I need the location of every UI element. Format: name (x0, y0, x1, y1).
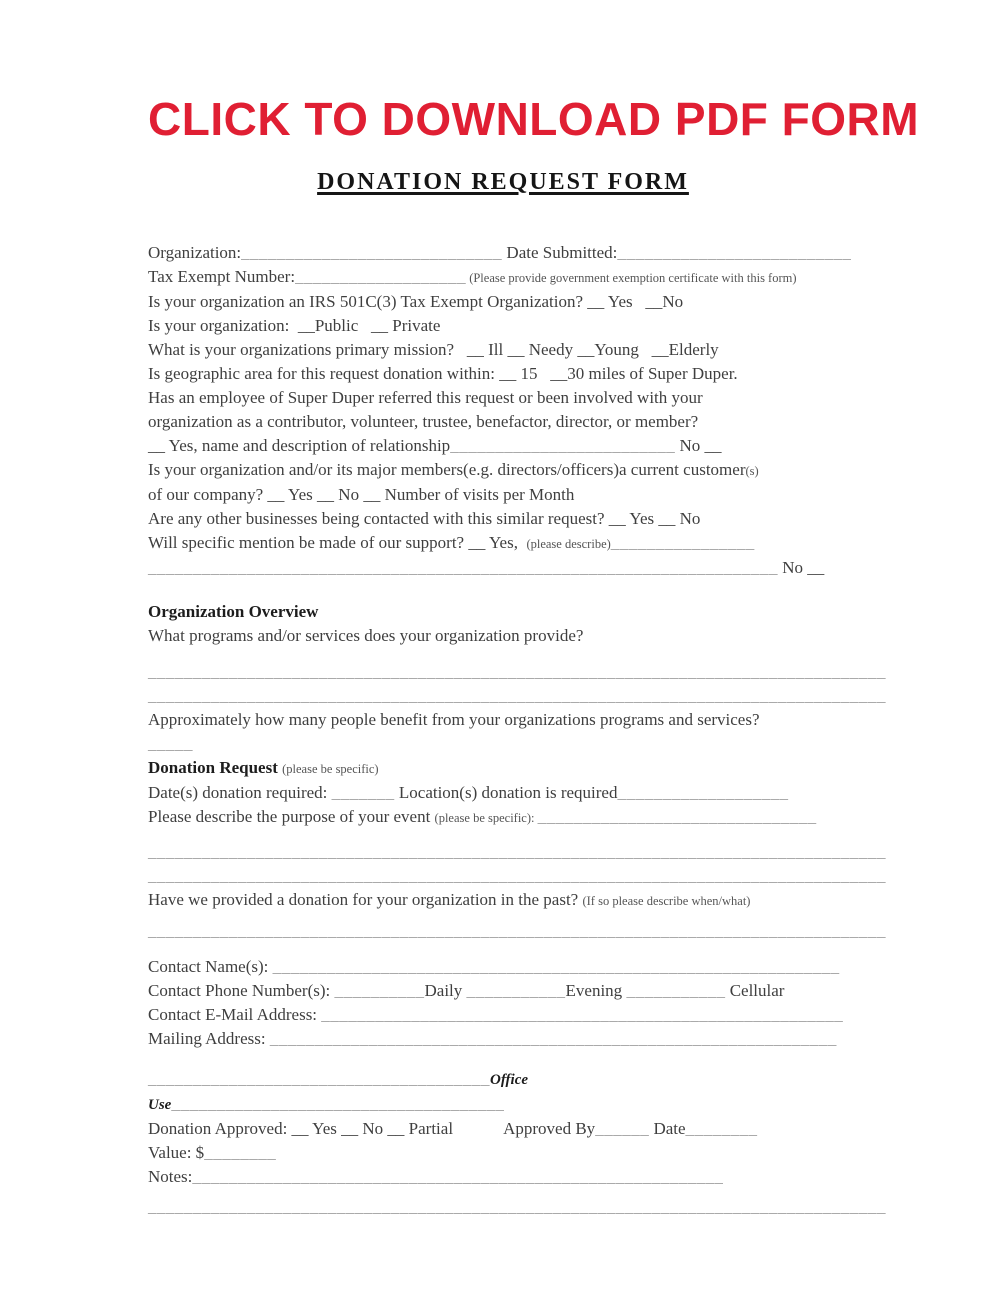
contact-email-line (148, 1003, 858, 1027)
geographic-area-line (148, 362, 858, 386)
form-text: No __ (778, 558, 825, 578)
form-text: Daily (424, 981, 467, 1001)
spacer (148, 1051, 858, 1067)
contact-phone-line (148, 979, 858, 1003)
blank-fill-line: __________________________ (617, 243, 852, 263)
employee-referral-line-2 (148, 410, 858, 434)
organization-date-line (148, 241, 858, 265)
people-benefit-question (148, 708, 858, 732)
spacer (148, 830, 858, 840)
blank-write-line (148, 840, 886, 864)
blank-fill-line: ______________________________________________________________________ (148, 558, 778, 578)
form-text: Is geographic area for this request donation within: __ 15 __30 miles of Super Duper. (148, 364, 738, 384)
blank-write-line-short (148, 732, 858, 756)
form-text: What is your organizations primary mission? __ Ill __ Needy __Young __Elderly (148, 340, 719, 360)
form-text: Organization: (148, 243, 242, 263)
form-text: (please be specific) (282, 762, 379, 777)
date-location-line (148, 781, 858, 805)
public-private-line (148, 314, 858, 338)
irs-501c3-line (148, 290, 858, 314)
blank-write-line (148, 1195, 886, 1219)
form-text: (Please provide government exemption certificate with this form) (466, 271, 797, 286)
programs-services-question (148, 624, 858, 648)
blank-fill-line: ________ (204, 1143, 277, 1163)
blank-fill-line: _______________________________________________________________ (269, 1029, 837, 1049)
form-text: organization as a contributor, volunteer, trustee, benefactor, director, or member? (148, 412, 699, 432)
form-text: Contact Phone Number(s): (148, 981, 335, 1001)
blank-fill-line: __________________________________________________________________________________ (148, 866, 886, 886)
form-text: Will specific mention be made of our support? __ Yes, (148, 533, 527, 553)
blank-fill-line: _____________________________________ (171, 1094, 505, 1114)
form-body (148, 241, 886, 1219)
past-donation-question (148, 888, 858, 913)
blank-fill-line: ________ (685, 1119, 758, 1139)
form-text: Is your organization: __Public __ Private (148, 316, 441, 336)
event-purpose-line (148, 805, 858, 830)
blank-fill-line: ___________ (626, 981, 726, 1001)
form-text: Date Submitted: (502, 243, 618, 263)
form-text: Evening (565, 981, 627, 1001)
form-text: (please describe) (526, 537, 611, 552)
value-notes-line (148, 1141, 858, 1189)
blank-fill-line: __________ (334, 981, 425, 1001)
tax-exempt-line (148, 265, 858, 290)
form-text: Tax Exempt Number: (148, 267, 296, 287)
form-text: (s) (745, 464, 759, 479)
mailing-address-line (148, 1027, 858, 1051)
blank-fill-line: ___________________ (295, 267, 467, 287)
form-text: What programs and/or services does your organization provide? (148, 626, 584, 646)
office-use-divider (148, 1067, 858, 1117)
blank-fill-line: ___________________ (617, 783, 789, 803)
form-text: No __ (675, 436, 722, 456)
form-text: Has an employee of Super Duper referred this request or been involved with your (148, 388, 703, 408)
form-text: Value: $ (148, 1143, 205, 1163)
form-text: Contact E-Mail Address: (148, 1005, 322, 1025)
current-customer-line-1 (148, 458, 858, 483)
blank-fill-line: _______ (331, 783, 395, 803)
form-text: Donation Approved: __ Yes __ No __ Partial Approved By (148, 1119, 596, 1139)
blank-fill-line: ______________________________________ (148, 1069, 490, 1089)
form-text: (please be specific): (434, 811, 538, 826)
contact-name-line (148, 955, 858, 979)
blank-fill-line: _____________________________ (241, 243, 503, 263)
spacer (148, 648, 858, 660)
form-text: Have we provided a donation for your organization in the past? (148, 890, 583, 910)
form-text: Organization Overview (148, 602, 319, 622)
form-text: Is your organization and/or its major members(e.g. directors/officers)a current customer (148, 460, 746, 480)
form-text: Date (649, 1119, 686, 1139)
form-text: Date(s) donation required: (148, 783, 332, 803)
specific-mention-line (148, 531, 858, 556)
form-text: of our company? __ Yes __ No __ Number of visits per Month (148, 485, 575, 505)
blank-fill-line: __________________________________________________________________________________ (148, 921, 886, 941)
organization-overview-heading (148, 600, 858, 624)
blank-fill-line: _______________________________________________________________ (272, 957, 840, 977)
form-text: Approximately how many people benefit from your organizations programs and services? (148, 710, 760, 730)
form-text: Are any other businesses being contacted with this similar request? __ Yes __ No (148, 509, 701, 529)
employee-referral-line-1 (148, 386, 858, 410)
blank-fill-line: ___________________________________________________________ (192, 1167, 724, 1187)
blank-fill-line: _______________________________ (537, 807, 817, 827)
form-title (148, 169, 858, 195)
blank-write-line (148, 864, 886, 888)
form-text: Cellular (725, 981, 785, 1001)
blank-fill-line: __________________________________________________________________________________ (148, 686, 886, 706)
blank-write-line (148, 660, 886, 684)
form-text: __ Yes, name and description of relationship (148, 436, 451, 456)
spacer (148, 580, 858, 600)
form-text: (If so please describe when/what) (582, 894, 751, 909)
form-title-text: DONATION REQUEST FORM (317, 169, 689, 195)
spacer (148, 943, 858, 955)
form-text: Is your organization an IRS 501C(3) Tax Exempt Organization? __ Yes __No (148, 292, 684, 312)
blank-fill-line: ______ (595, 1119, 650, 1139)
form-text: Please describe the purpose of your event (148, 807, 435, 827)
specific-mention-no-line (148, 556, 858, 580)
form-text: Location(s) donation is required (394, 783, 618, 803)
donation-request-heading (148, 756, 858, 781)
other-businesses-line (148, 507, 858, 531)
blank-fill-line: ________________ (610, 533, 755, 553)
form-text: Notes: (148, 1143, 285, 1187)
primary-mission-line (148, 338, 858, 362)
blank-write-line (148, 684, 886, 708)
blank-write-line (148, 919, 886, 943)
download-pdf-link[interactable]: CLICK TO DOWNLOAD PDF FORM (148, 93, 920, 145)
blank-fill-line: __________________________________________________________________________________ (148, 1197, 886, 1217)
blank-fill-line: __________________________________________________________ (321, 1005, 844, 1025)
blank-fill-line: _________________________ (450, 436, 676, 456)
form-text: Contact Name(s): (148, 957, 273, 977)
blank-fill-line: __________________________________________________________________________________ (148, 842, 886, 862)
form-text: Donation Request (148, 758, 283, 778)
blank-fill-line: _____ (148, 734, 193, 754)
form-text: Mailing Address: (148, 1029, 270, 1049)
current-customer-line-2 (148, 483, 858, 507)
form-text: Office Use (148, 1072, 532, 1114)
relationship-line (148, 434, 858, 458)
donation-approved-line (148, 1117, 858, 1141)
blank-fill-line: __________________________________________________________________________________ (148, 662, 886, 682)
blank-fill-line: ___________ (466, 981, 566, 1001)
